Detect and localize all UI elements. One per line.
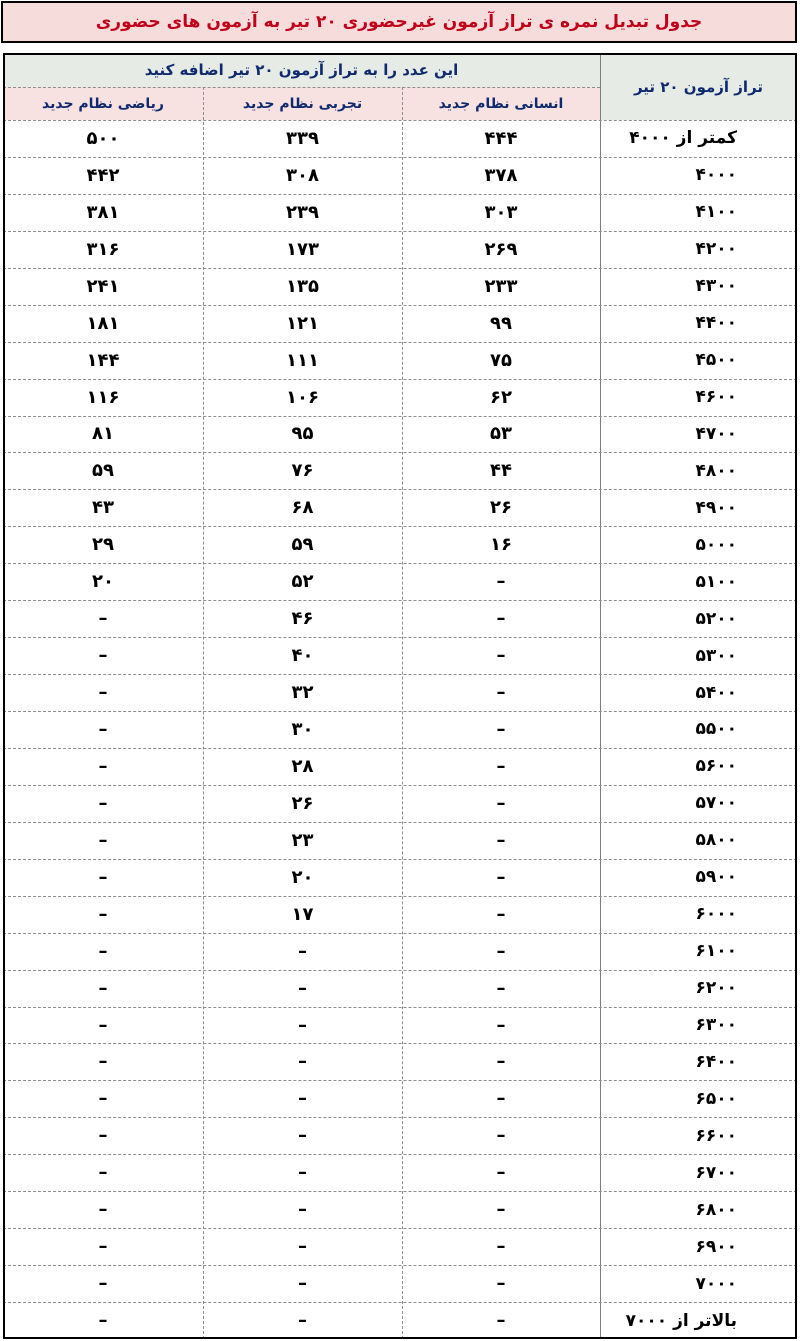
- tajrobi-cell: ۲۰: [291, 866, 314, 888]
- ensani-cell: –: [496, 718, 506, 740]
- ensani-cell: ۲۳۳: [484, 275, 518, 297]
- level-cell: ۶۴۰۰: [695, 1051, 737, 1072]
- ensani-cell: ۴۴۴: [484, 127, 518, 149]
- ensani-cell: ۲۶: [490, 497, 512, 519]
- level-cell: ۵۶۰۰: [695, 756, 737, 777]
- riazi-cell: –: [98, 1273, 108, 1295]
- tajrobi-cell: ۳۰۸: [286, 164, 319, 186]
- riazi-cell: ۲۴۱: [86, 275, 120, 297]
- tajrobi-cell: –: [298, 977, 307, 999]
- ensani-cell: –: [496, 1199, 506, 1221]
- level-cell: ۷۰۰۰: [695, 1273, 737, 1294]
- riazi-cell: ۳۸۱: [86, 201, 120, 223]
- riazi-cell: ۱۱۶: [86, 386, 120, 408]
- ensani-cell: –: [496, 608, 506, 630]
- ensani-cell: –: [496, 1162, 506, 1184]
- ensani-cell: –: [496, 1051, 506, 1073]
- riazi-cell: ۱۴۴: [86, 349, 120, 371]
- level-cell: ۶۲۰۰: [695, 978, 737, 999]
- ensani-cell: ۲۶۹: [484, 238, 518, 260]
- level-cell: ۶۱۰۰: [695, 941, 737, 962]
- ensani-cell: ۹۹: [490, 312, 512, 334]
- level-cell: ۵۲۰۰: [695, 608, 737, 629]
- ensani-cell: –: [496, 940, 506, 962]
- level-cell: ۶۸۰۰: [695, 1199, 737, 1220]
- riazi-cell: –: [98, 977, 108, 999]
- level-cell: ۴۵۰۰: [695, 350, 737, 371]
- ensani-cell: –: [496, 1273, 506, 1295]
- riazi-cell: ۴۳: [92, 497, 114, 519]
- tajrobi-cell: –: [298, 1199, 307, 1221]
- tajrobi-cell: ۱۷: [291, 903, 314, 925]
- ensani-cell: ۳۷۸: [484, 164, 518, 186]
- ensani-cell: –: [496, 1014, 506, 1036]
- level-cell: ۵۵۰۰: [695, 719, 737, 740]
- level-cell: ۴۸۰۰: [695, 460, 737, 481]
- riazi-cell: –: [98, 940, 108, 962]
- tajrobi-cell: –: [298, 1273, 307, 1295]
- ensani-cell: –: [496, 977, 506, 999]
- column-header-ensani: انسانی نظام جدید: [402, 87, 600, 120]
- ensani-cell: –: [496, 571, 506, 593]
- ensani-cell: –: [496, 792, 506, 814]
- riazi-cell: –: [98, 1125, 108, 1147]
- riazi-cell: –: [98, 1088, 108, 1110]
- riazi-cell: –: [98, 1162, 108, 1184]
- ensani-cell: –: [496, 1310, 506, 1332]
- ensani-cell: ۶۲: [490, 386, 512, 408]
- table-border: [3, 53, 797, 1339]
- tajrobi-cell: ۱۳۵: [286, 275, 319, 297]
- riazi-cell: ۴۴۲: [86, 164, 120, 186]
- level-cell: ۵۴۰۰: [695, 682, 737, 703]
- table-title: جدول تبدیل نمره ی تراز آزمون غیرحضوری ۲۰ تیر به آزمون های حضوری: [1, 1, 797, 43]
- riazi-cell: –: [98, 903, 108, 925]
- level-cell: ۶۰۰۰: [695, 904, 737, 925]
- tajrobi-cell: ۱۷۳: [286, 238, 319, 260]
- tajrobi-cell: ۲۶: [291, 792, 314, 814]
- ensani-cell: ۱۶: [490, 534, 512, 556]
- tajrobi-cell: ۳۲: [291, 682, 314, 704]
- ensani-cell: ۴۴: [490, 460, 512, 482]
- riazi-cell: –: [98, 829, 108, 851]
- tajrobi-cell: ۱۱۱: [286, 349, 319, 371]
- riazi-cell: –: [98, 866, 108, 888]
- tajrobi-cell: ۴۶: [291, 608, 314, 630]
- riazi-cell: –: [98, 755, 108, 777]
- level-cell: ۵۱۰۰: [695, 571, 737, 592]
- level-cell: ۶۵۰۰: [695, 1088, 737, 1109]
- tajrobi-cell: ۷۶: [291, 460, 314, 482]
- level-cell: کمتر از ۴۰۰۰: [629, 128, 737, 149]
- level-cell: ۵۹۰۰: [695, 867, 737, 888]
- group-header: این عدد را به تراز آزمون ۲۰ تیر اضافه کنید: [3, 53, 600, 87]
- tajrobi-cell: ۵۲: [291, 571, 314, 593]
- tajrobi-cell: ۲۳: [291, 829, 314, 851]
- column-header-riazi: ریاضی نظام جدید: [3, 87, 203, 120]
- tajrobi-cell: ۲۸: [291, 755, 314, 777]
- level-cell: ۴۷۰۰: [695, 423, 737, 444]
- ensani-cell: –: [496, 1088, 506, 1110]
- ensani-cell: –: [496, 1125, 506, 1147]
- ensani-cell: –: [496, 755, 506, 777]
- tajrobi-cell: –: [298, 940, 307, 962]
- riazi-cell: –: [98, 792, 108, 814]
- tajrobi-cell: –: [298, 1236, 307, 1258]
- level-cell: ۶۷۰۰: [695, 1162, 737, 1183]
- riazi-cell: –: [98, 1051, 108, 1073]
- level-cell: ۴۱۰۰: [695, 202, 737, 223]
- ensani-cell: ۷۵: [490, 349, 512, 371]
- level-cell: ۵۳۰۰: [695, 645, 737, 666]
- riazi-cell: ۵۹: [92, 460, 114, 482]
- riazi-cell: ۸۱: [92, 423, 114, 445]
- level-column-header: تراز آزمون ۲۰ تیر: [600, 53, 797, 120]
- level-cell: ۴۴۰۰: [695, 313, 737, 334]
- riazi-cell: ۲۹: [92, 534, 114, 556]
- tajrobi-cell: ۱۰۶: [286, 386, 319, 408]
- tajrobi-cell: –: [298, 1051, 307, 1073]
- level-cell: بالاتر از ۷۰۰۰: [625, 1310, 737, 1331]
- ensani-cell: –: [496, 829, 506, 851]
- tajrobi-cell: –: [298, 1162, 307, 1184]
- level-cell: ۵۰۰۰: [695, 534, 737, 555]
- riazi-cell: ۳۱۶: [86, 238, 120, 260]
- riazi-cell: –: [98, 645, 108, 667]
- level-cell: ۴۳۰۰: [695, 276, 737, 297]
- riazi-cell: –: [98, 1199, 108, 1221]
- riazi-cell: –: [98, 1236, 108, 1258]
- riazi-cell: –: [98, 1014, 108, 1036]
- level-cell: ۵۸۰۰: [695, 830, 737, 851]
- ensani-cell: –: [496, 866, 506, 888]
- tajrobi-cell: ۴۰: [291, 645, 314, 667]
- tajrobi-cell: ۹۵: [291, 423, 314, 445]
- tajrobi-cell: –: [298, 1125, 307, 1147]
- ensani-cell: ۳۰۳: [484, 201, 518, 223]
- level-cell: ۴۲۰۰: [695, 239, 737, 260]
- level-cell: ۶۹۰۰: [695, 1236, 737, 1257]
- column-header-tajrobi: تجربی نظام جدید: [203, 87, 402, 120]
- ensani-cell: ۵۳: [490, 423, 512, 445]
- riazi-cell: –: [98, 1310, 108, 1332]
- tajrobi-cell: ۱۲۱: [286, 312, 319, 334]
- level-cell: ۶۳۰۰: [695, 1015, 737, 1035]
- ensani-cell: –: [496, 645, 506, 667]
- level-cell: ۵۷۰۰: [695, 793, 737, 814]
- riazi-cell: –: [98, 608, 108, 630]
- riazi-cell: ۱۸۱: [86, 312, 120, 334]
- tajrobi-cell: ۲۳۹: [286, 201, 319, 223]
- riazi-cell: ۲۰: [92, 571, 114, 593]
- tajrobi-cell: –: [298, 1014, 307, 1036]
- tajrobi-cell: –: [298, 1310, 307, 1332]
- tajrobi-cell: ۳۳۹: [286, 127, 319, 149]
- level-cell: ۴۰۰۰: [695, 165, 737, 186]
- tajrobi-cell: ۳۰: [291, 718, 314, 740]
- level-cell: ۴۶۰۰: [695, 387, 737, 408]
- tajrobi-cell: –: [298, 1088, 307, 1110]
- ensani-cell: –: [496, 1236, 506, 1258]
- riazi-cell: –: [98, 718, 108, 740]
- ensani-cell: –: [496, 682, 506, 704]
- tajrobi-cell: ۶۸: [291, 497, 314, 519]
- riazi-cell: ۵۰۰: [86, 127, 120, 149]
- riazi-cell: –: [98, 682, 108, 704]
- level-cell: ۶۶۰۰: [695, 1125, 737, 1146]
- ensani-cell: –: [496, 903, 506, 925]
- level-cell: ۴۹۰۰: [695, 497, 737, 518]
- tajrobi-cell: ۵۹: [291, 534, 314, 556]
